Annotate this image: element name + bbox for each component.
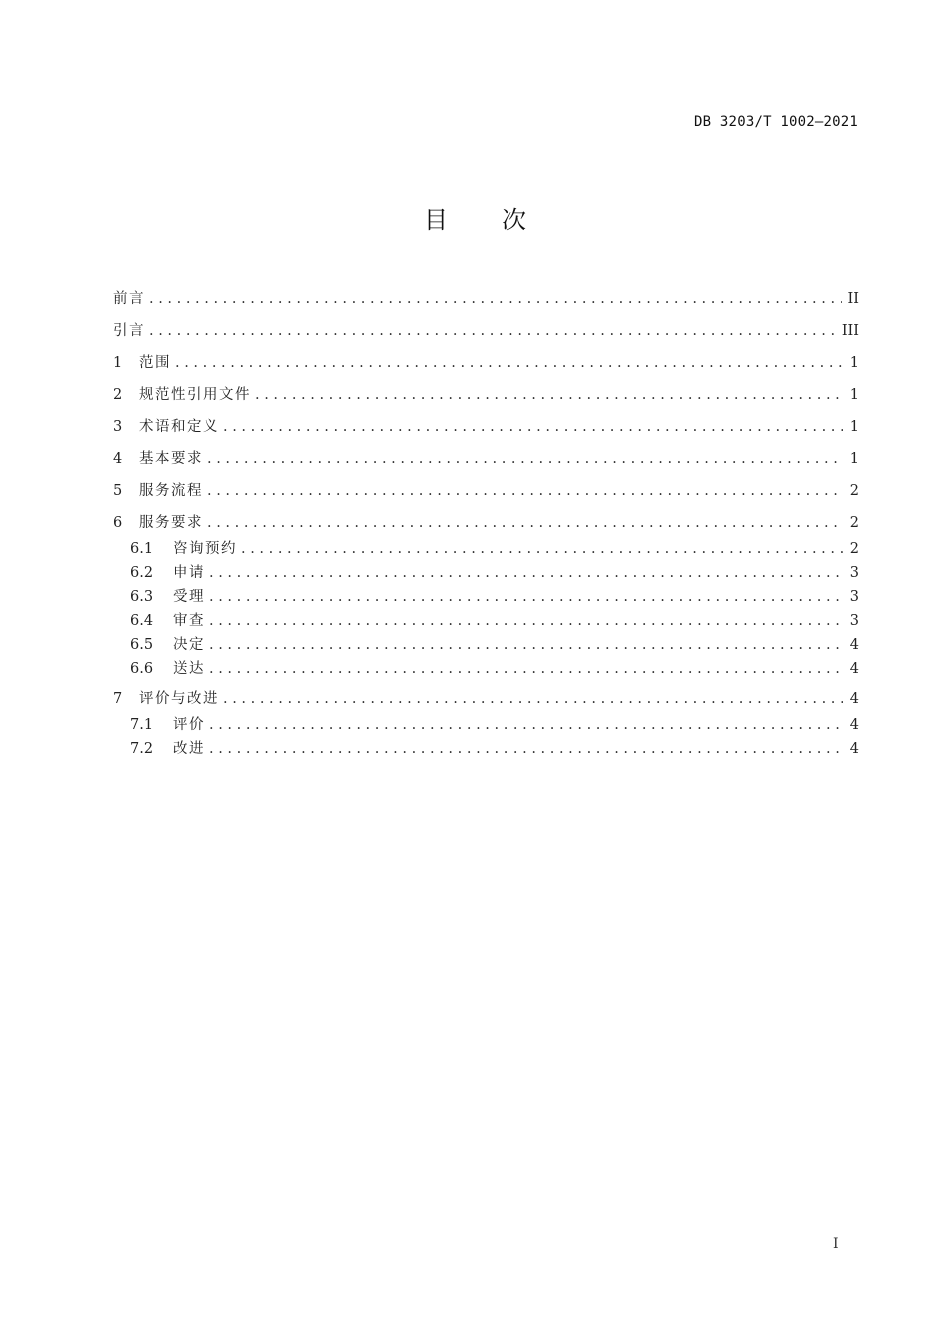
toc-leader-dots (209, 561, 843, 585)
table-of-contents (113, 287, 859, 761)
toc-entry-introduction[interactable] (113, 319, 859, 351)
document-code: DB 3203/T 1002—2021 (694, 114, 858, 130)
toc-entry-1[interactable] (113, 351, 859, 383)
toc-entry-page: 2 (849, 515, 859, 531)
toc-leader-dots (209, 737, 843, 761)
toc-entry-page: 3 (849, 589, 859, 605)
page-title (0, 200, 950, 235)
toc-leader-dots (241, 537, 843, 561)
toc-leader-dots (209, 609, 843, 633)
toc-entry-label: 决定 (173, 637, 205, 653)
toc-entry-label: 范围 (139, 355, 171, 371)
toc-entry-page: 2 (849, 483, 859, 499)
toc-entry-7-1[interactable] (113, 713, 859, 737)
toc-entry-label: 规范性引用文件 (139, 387, 251, 403)
toc-entry-7[interactable] (113, 687, 859, 713)
toc-entry-page: II (847, 291, 859, 307)
toc-entry-page: 3 (849, 613, 859, 629)
toc-entry-6-1[interactable] (113, 537, 859, 561)
toc-entry-number: 6.2 (130, 565, 154, 581)
toc-entry-number: 7.1 (130, 717, 154, 733)
toc-entry-label: 受理 (173, 589, 205, 605)
toc-entry-page: 1 (849, 419, 859, 435)
toc-leader-dots (223, 687, 843, 711)
toc-leader-dots (223, 415, 843, 439)
toc-entry-label: 申请 (173, 565, 205, 581)
toc-entry-7-2[interactable] (113, 737, 859, 761)
toc-leader-dots (175, 351, 843, 375)
toc-leader-dots (149, 287, 842, 311)
toc-entry-number: 6.1 (130, 541, 154, 557)
toc-entry-6-4[interactable] (113, 609, 859, 633)
toc-leader-dots (209, 713, 843, 737)
toc-entry-page: 4 (849, 717, 859, 733)
toc-leader-dots (255, 383, 843, 407)
toc-entry-6[interactable] (113, 511, 859, 537)
toc-entry-number: 7.2 (130, 741, 154, 757)
toc-entry-label: 基本要求 (139, 451, 203, 467)
toc-entry-page: 4 (849, 691, 859, 707)
toc-entry-6-6[interactable] (113, 657, 859, 687)
toc-entry-4[interactable] (113, 447, 859, 479)
toc-entry-page: 4 (849, 637, 859, 653)
page-number: I (833, 1236, 839, 1252)
toc-entry-page: III (841, 323, 859, 339)
toc-entry-label: 服务流程 (139, 483, 203, 499)
toc-entry-label: 服务要求 (139, 515, 203, 531)
title-char-1: 目 (424, 206, 448, 234)
toc-entry-number: 1 (113, 355, 123, 371)
toc-leader-dots (209, 585, 843, 609)
toc-entry-page: 4 (849, 661, 859, 677)
toc-entry-foreword[interactable] (113, 287, 859, 319)
toc-leader-dots (209, 633, 843, 657)
toc-entry-2[interactable] (113, 383, 859, 415)
title-char-2: 次 (502, 206, 526, 234)
toc-entry-3[interactable] (113, 415, 859, 447)
toc-entry-label: 术语和定义 (139, 419, 219, 435)
toc-entry-label: 前言 (113, 291, 145, 307)
toc-entry-number: 6.4 (130, 613, 154, 629)
toc-leader-dots (209, 657, 843, 681)
toc-entry-6-5[interactable] (113, 633, 859, 657)
toc-entry-number: 6.5 (130, 637, 154, 653)
toc-entry-number: 6 (113, 515, 123, 531)
toc-entry-page: 2 (849, 541, 859, 557)
toc-entry-6-3[interactable] (113, 585, 859, 609)
toc-entry-number: 6.3 (130, 589, 154, 605)
toc-entry-5[interactable] (113, 479, 859, 511)
toc-entry-label: 审查 (173, 613, 205, 629)
toc-entry-page: 1 (849, 451, 859, 467)
toc-entry-number: 6.6 (130, 661, 154, 677)
toc-entry-page: 1 (849, 355, 859, 371)
toc-entry-6-2[interactable] (113, 561, 859, 585)
toc-entry-number: 5 (113, 483, 123, 499)
toc-entry-label: 咨询预约 (173, 541, 237, 557)
toc-leader-dots (207, 447, 843, 471)
toc-leader-dots (207, 511, 843, 535)
toc-leader-dots (149, 319, 836, 343)
toc-entry-number: 7 (113, 691, 123, 707)
toc-entry-label: 改进 (173, 741, 205, 757)
toc-entry-number: 2 (113, 387, 123, 403)
toc-entry-label: 送达 (173, 661, 205, 677)
toc-entry-number: 4 (113, 451, 123, 467)
toc-entry-page: 1 (849, 387, 859, 403)
toc-leader-dots (207, 479, 843, 503)
toc-entry-label: 评价 (173, 717, 205, 733)
toc-entry-page: 3 (849, 565, 859, 581)
toc-entry-label: 引言 (113, 323, 145, 339)
toc-entry-page: 4 (849, 741, 859, 757)
toc-entry-number: 3 (113, 419, 123, 435)
toc-entry-label: 评价与改进 (139, 691, 219, 707)
